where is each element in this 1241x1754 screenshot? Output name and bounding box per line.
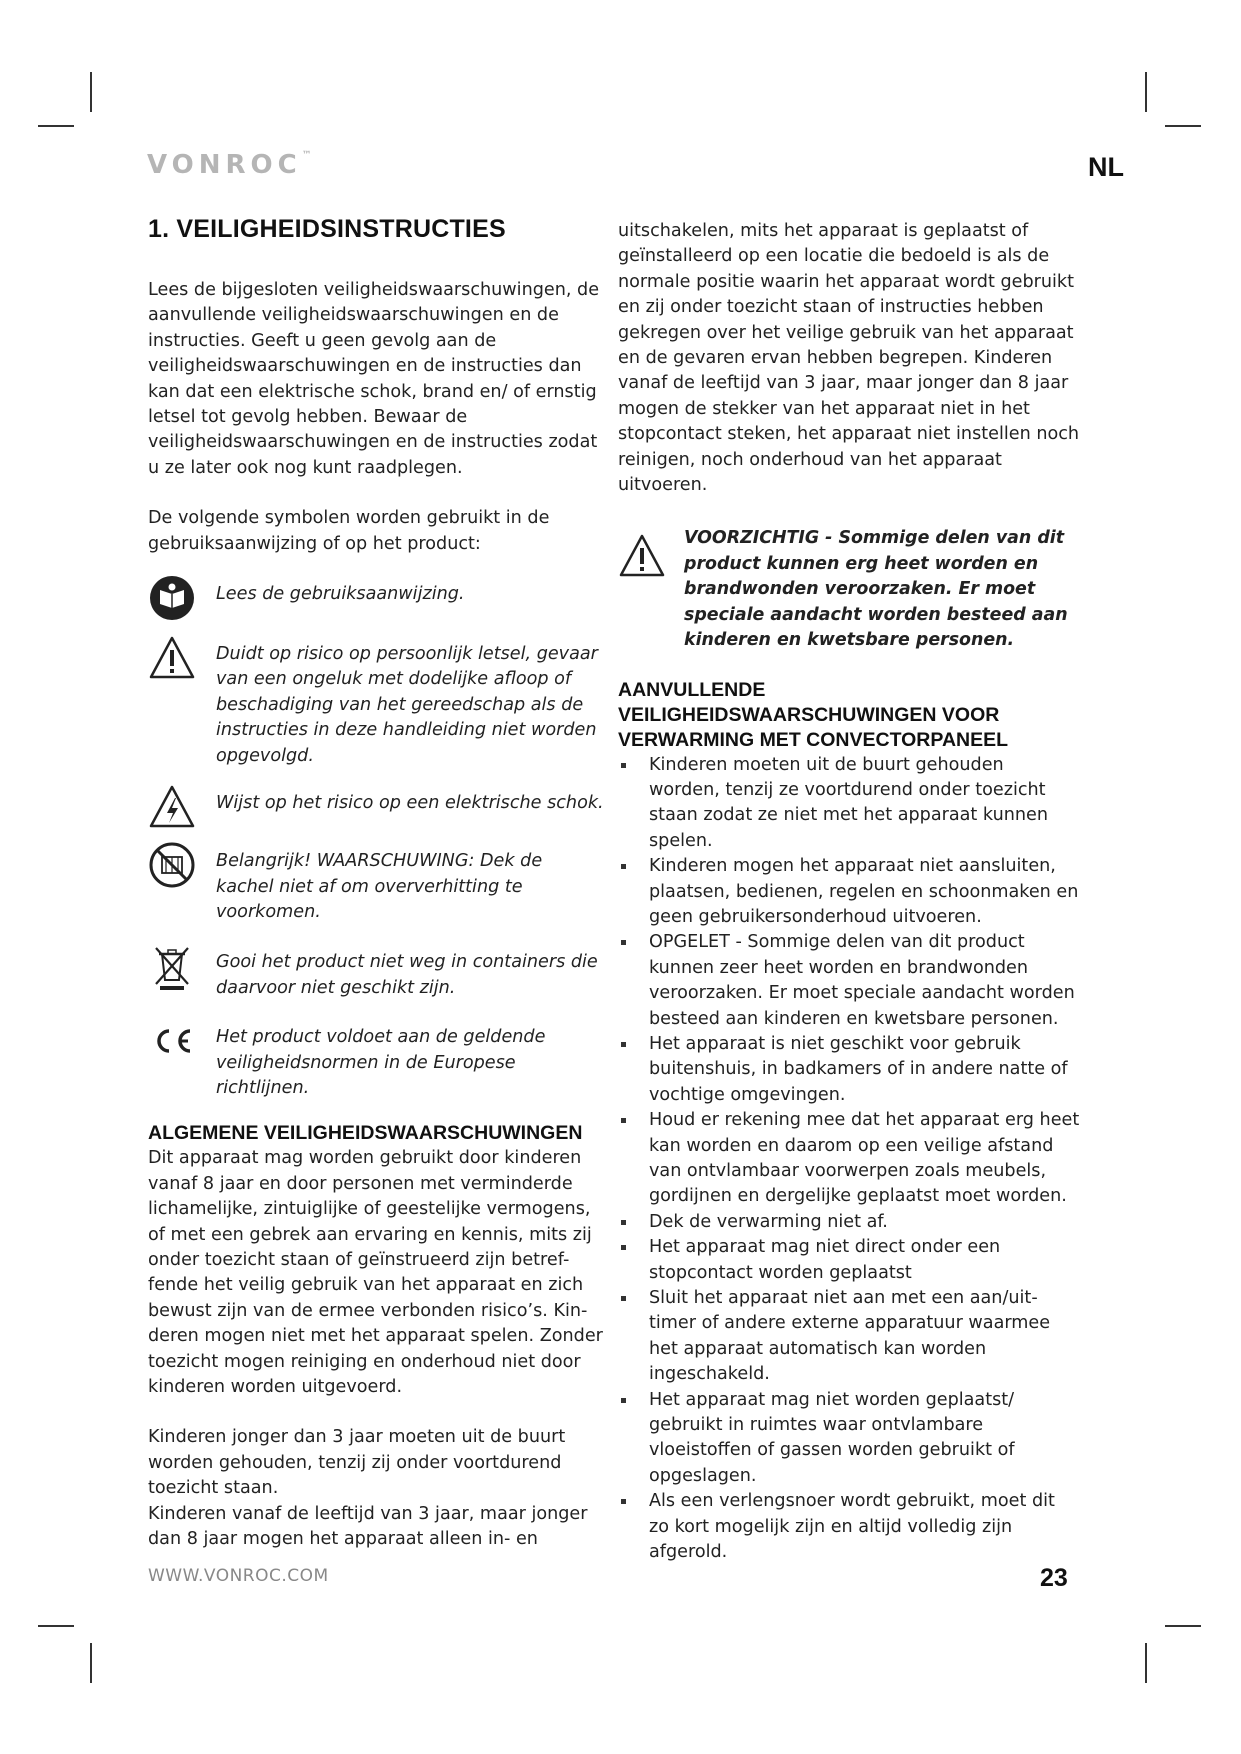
section-title: 1. VEILIGHEIDSINSTRUCTIES <box>148 215 506 243</box>
general-warnings-heading: ALGEMENE VEILIGHEIDSWAARSCHUWINGEN <box>148 1122 583 1145</box>
list-item: OPGELET - Sommige delen van dit product kunnen zeer heet worden en brandwonden veroorzaken. Er moet speciale aandacht worden besteed aan kinderen en kwetsbare personen. <box>618 930 1080 1032</box>
symbol-row <box>148 1017 604 1101</box>
right-column <box>618 219 1080 1566</box>
symbol-row <box>148 942 604 1001</box>
symbol-description: Belangrijk! WAARSCHUWING: Dek de kachel niet af om oververhitting te voorkomen. <box>216 851 543 922</box>
crop-mark <box>38 1625 74 1627</box>
warning-triangle-icon <box>618 526 684 653</box>
list-item: Dek de verwarming niet af. <box>618 1210 1080 1235</box>
list-item: Het apparaat mag niet direct onder een stopcontact worden geplaatst <box>618 1235 1080 1286</box>
ce-mark-icon <box>148 1017 216 1067</box>
general-paragraph: Kinderen vanaf de leeftijd van 3 jaar, maar jonger dan 8 jaar mogen het apparaat alleen in- en <box>148 1503 588 1550</box>
symbol-description: Gooi het product niet weg in containers die daarvoor niet geschikt zijn. <box>216 952 598 998</box>
list-item: Kinderen moeten uit de buurt gehouden worden, tenzij ze voortdurend onder toezicht staan zodat ze niet met het apparaat kunnen spelen. <box>618 753 1080 855</box>
language-code: NL <box>1088 152 1124 182</box>
page-number: 23 <box>1040 1564 1068 1592</box>
symbol-row <box>148 841 604 925</box>
crop-mark <box>90 72 92 112</box>
general-paragraph: Kinderen jonger dan 3 jaar moeten uit de buurt worden gehouden, tenzij zij onder voortdurend toezicht staan. <box>148 1427 566 1499</box>
symbol-description: Het product voldoet aan de geldende veiligheidsnormen in de Europese richtlijnen. <box>216 1027 546 1098</box>
intro-paragraph: Lees de bijgesloten veiligheidswaarschuwingen, de aanvullende veiligheidswaarschuwingen en de instructies. Geeft u geen gevolg aan de veiligheidswaarschuwingen en de instructies dan kan dat een elektrische schok, brand en/ of ernstig letsel tot gevolg hebben. Bewaar de veiligheidswaarschuwingen en de instructies zodat u ze later ook nog kunt raadplegen. <box>148 280 600 478</box>
weee-bin-icon <box>148 942 216 992</box>
list-item: Het apparaat is niet geschikt voor gebruik buitenshuis, in badkamers of in andere natte of vochtige omgevingen. <box>618 1032 1080 1108</box>
caution-text: VOORZICHTIG - Sommige delen van dit product kunnen erg heet worden en brandwonden veroorzaken. Er moet speciale aandacht worden besteed aan kinderen en kwetsbare personen. <box>684 528 1068 651</box>
electric-shock-icon <box>148 783 216 833</box>
symbols-intro: De volgende symbolen worden gebruikt in de gebruiksaanwijzing of op het product: <box>148 508 550 554</box>
continued-paragraph: uitschakelen, mits het apparaat is geplaatst of geïnstalleerd op een locatie die bedoeld is als de normale positie waarin het apparaat wordt gebruikt en zij onder toezicht staan of instructies hebben gekregen over het veilige gebruik van het apparaat en de gevaren ervan hebben begrepen. Kinderen vanaf de leeftijd van 3 jaar, maar jonger dan 8 jaar mogen de stekker van het apparaat niet in het stopcontact steken, het apparaat niet instellen noch reinigen, noch onderhoud van het apparaat uitvoeren. <box>618 221 1080 496</box>
warning-triangle-icon <box>148 634 216 684</box>
list-item: Houd er rekening mee dat het apparaat erg heet kan worden en daarom op een veilige afstand van ontvlambaar voorwerpen zoals meubels, gordijnen en dergelijke geplaatst moet worden. <box>618 1108 1080 1210</box>
list-item: Kinderen mogen het apparaat niet aansluiten, plaatsen, bedienen, regelen en schoonmaken en geen gebruikersonderhoud uitvoeren. <box>618 854 1080 930</box>
symbol-description: Wijst op het risico op een elektrische schok. <box>216 793 604 814</box>
left-column <box>148 212 604 1552</box>
crop-mark <box>38 125 74 127</box>
symbol-row <box>148 783 604 833</box>
list-item: Als een verlengsnoer wordt gebruikt, moet dit zo kort mogelijk zijn en altijd volledig zijn afgerold. <box>618 1489 1080 1565</box>
read-manual-icon <box>148 574 216 624</box>
crop-mark <box>1145 72 1147 112</box>
symbol-row <box>148 634 604 769</box>
list-item: Het apparaat mag niet worden geplaatst/ gebruikt in ruimtes waar ontvlambare vloeistoffen of gassen worden gebruikt of opgeslagen. <box>618 1388 1080 1490</box>
list-item: Sluit het apparaat niet aan met een aan/uit-timer of andere externe apparatuur waarmee het apparaat automatisch kan worden ingeschakeld. <box>618 1286 1080 1388</box>
additional-warnings-heading: AANVULLENDE VEILIGHEIDSWAARSCHUWINGEN VOOR VERWARMING MET CONVECTORPANEEL <box>618 678 1009 751</box>
brand-logo: VONROC™ <box>147 150 312 180</box>
crop-mark <box>90 1643 92 1683</box>
crop-mark <box>1145 1643 1147 1683</box>
crop-mark <box>1165 125 1201 127</box>
general-paragraph: Dit apparaat mag worden gebruikt door kinderen vanaf 8 jaar en door personen met verminderde lichamelijke, zintuiglijke of geestelijke vermogens, of met een gebrek aan ervaring en kennis, mits zij onder toezicht staan of geïnstrueerd zijn betref-fende het veilig gebruik van het apparaat en zich bewust zijn van de ermee verbonden risico’s. Kin-deren mogen niet met het apparaat spelen. Zonder toezicht mogen reiniging en onderhoud niet door kinderen worden uitgevoerd. <box>148 1148 603 1397</box>
footer-url[interactable]: WWW.VONROC.COM <box>148 1566 329 1586</box>
symbol-description: Duidt op risico op persoonlijk letsel, gevaar van een ongeluk met dodelijke afloop of beschadiging van het gereedschap als de instructies in deze handleiding niet worden opgevolgd. <box>216 644 598 766</box>
crop-mark <box>1165 1625 1201 1627</box>
do-not-cover-icon <box>148 841 216 891</box>
warnings-list <box>618 753 1080 1566</box>
symbol-description: Lees de gebruiksaanwijzing. <box>216 584 465 605</box>
caution-block <box>618 526 1080 653</box>
symbol-row <box>148 574 604 624</box>
